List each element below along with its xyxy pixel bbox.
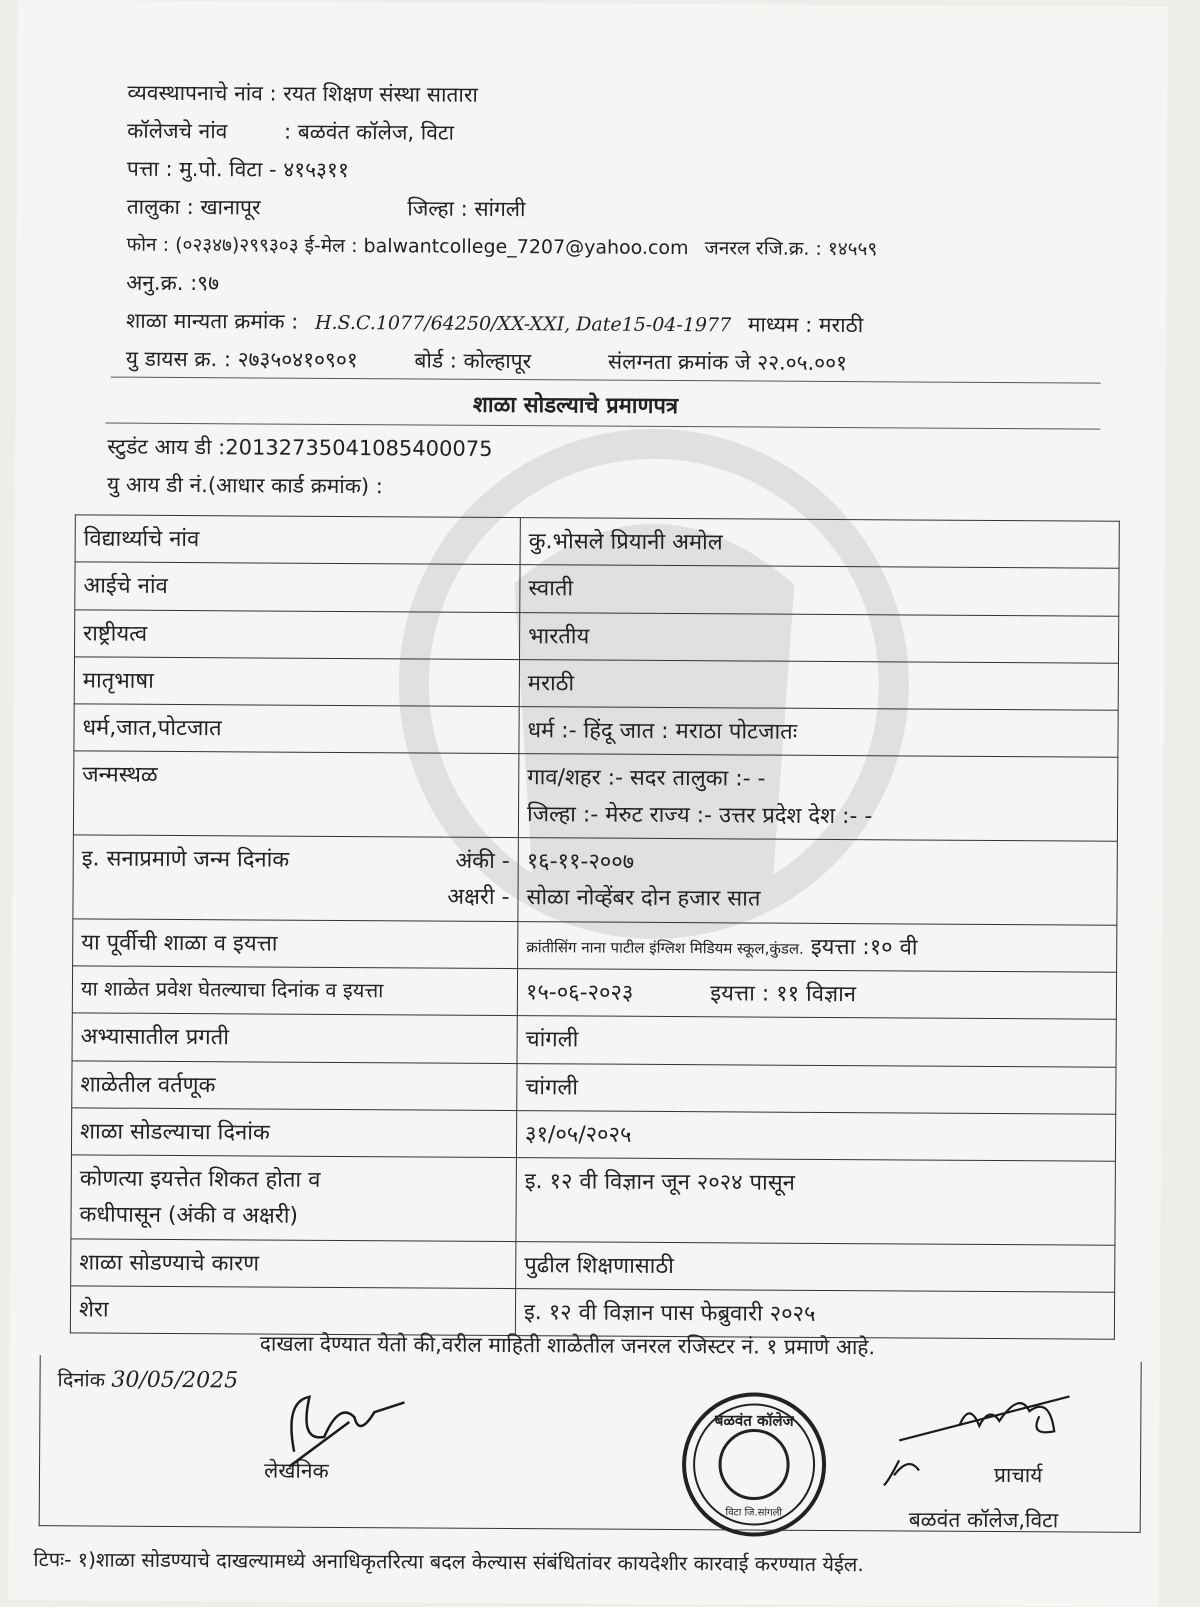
college-seal [679, 1389, 830, 1540]
district: जिल्हा : सांगली [407, 196, 526, 222]
recognition-label: शाळा मान्यता क्रमांक : [125, 308, 299, 334]
leaving-date: ३१/०५/२०२५ [516, 1110, 1115, 1161]
seal-bottom-text: विटा जि.सांगली [725, 1507, 783, 1519]
previous-standard: इयत्ता :१० वी [810, 934, 918, 961]
class-label-line1: कोणत्या इयत्तेत शिकत होता व [79, 1166, 321, 1194]
recognition-value: H.S.C.1077/64250/XX-XXI, Date15-04-1977 [314, 311, 732, 337]
dob-words-label: अक्षरी - [447, 885, 510, 911]
mother-name: स्वाती [520, 565, 1119, 616]
college-value: : बळवंत कॉलेज, विटा [283, 119, 455, 145]
dob-digits-label: अंकी - [455, 848, 510, 875]
admission-cell [517, 969, 1116, 1020]
table-row [71, 1155, 1115, 1245]
medium: माध्यम : मराठी [747, 312, 864, 338]
dob-label-cell [73, 835, 519, 921]
birth-place [518, 754, 1117, 841]
admission-standard: इयत्ता : ११ विज्ञान [710, 981, 857, 1008]
udise-line [126, 345, 857, 377]
table-row [75, 562, 1119, 616]
table-row [72, 1013, 1116, 1067]
row-label: धर्म,जात,पोटजात [74, 704, 519, 754]
principal-college: बळवंत कॉलेज,विटा [908, 1507, 1059, 1533]
nationality: भारतीय [519, 612, 1118, 663]
taluka-district-line [127, 193, 536, 223]
mother-tongue: मराठी [519, 659, 1118, 710]
principal-label: प्राचार्य [993, 1462, 1043, 1488]
board: बोर्ड : कोल्हापूर [414, 348, 532, 374]
student-id: स्टुडंट आय डी :20132735041085400075 [107, 434, 493, 461]
row-label: अभ्यासातील प्रगती [72, 1013, 517, 1063]
taluka: तालुका : खानापूर [126, 194, 261, 220]
address: पत्ता : मु.पो. विटा - ४१५३११ [126, 156, 349, 183]
table-row [74, 704, 1118, 758]
table-row [75, 515, 1119, 569]
student-name: कु.भोसले प्रियानी अमोल [520, 518, 1119, 569]
affiliation: संलग्नता क्रमांक जे २२.०५.००१ [607, 349, 848, 376]
student-details-table [70, 514, 1120, 1340]
class-since: इ. १२ वी विज्ञान जून २०२४ पासून [516, 1158, 1115, 1245]
dob-digits: १६-११-२००७ [526, 849, 635, 875]
college-name-line [127, 117, 464, 147]
table-row [72, 1060, 1116, 1114]
table-row [73, 835, 1117, 925]
row-label: शाळेतील वर्तणूक [72, 1060, 517, 1110]
dob-value-cell [518, 838, 1117, 925]
table-row [74, 657, 1118, 711]
row-label: शेरा [70, 1286, 515, 1336]
previous-school: क्रांतीसिंग नाना पाटील इंग्लिश मिडियम स्कूल,कुंडल. [526, 937, 804, 958]
uid-line: यु आय डी नं.(आधार कार्ड क्रमांक) : [106, 472, 383, 499]
table-row [72, 966, 1116, 1020]
row-label: या पूर्वीची शाळा व इयत्ता [73, 919, 518, 969]
birth-place-line1: गाव/शहर :- सदर तालुका :- - [527, 765, 766, 793]
college-label: कॉलेजचे नांव [127, 118, 228, 144]
seal-text: बळवंत कॉलेज [714, 1411, 794, 1430]
row-label: विद्यार्थ्याचे नांव [75, 515, 520, 565]
table-row [71, 1108, 1115, 1162]
management-name: व्यवस्थापनाचे नांव : रयत शिक्षण संस्था सातारा [127, 80, 478, 107]
row-label: मातृभाषा [74, 657, 519, 707]
header-divider [111, 377, 1101, 384]
serial-number: अनु.क्र. :९७ [126, 270, 220, 296]
issue-date [57, 1365, 238, 1393]
principal-signature [879, 1385, 1100, 1496]
class-label-line2: कधीपासून (अंकी व अक्षरी) [79, 1202, 299, 1230]
general-register: जनरल रजि.क्र. : १४५५९ [704, 237, 878, 261]
table-row [74, 609, 1118, 663]
previous-school-cell [518, 921, 1117, 972]
row-label: आईचे नांव [75, 562, 520, 612]
row-label: जन्मस्थळ [73, 751, 519, 837]
row-label: शाळा सोडल्याचा दिनांक [71, 1108, 516, 1158]
clerk-label: लेखनिक [263, 1458, 329, 1483]
phone-email-line [126, 231, 887, 262]
remark: इ. १२ वी विज्ञान पास फेब्रुवारी २०२५ [515, 1289, 1114, 1340]
udise: यु डायस क्र. : २७३५०४१०९०१ [125, 346, 358, 373]
conduct: चांगली [517, 1063, 1116, 1114]
phone-email: फोन : (०२३४७)२९९३०३ ई-मेल : balwantcollege_7207@yahoo.com [126, 233, 689, 260]
leaving-reason: पुढील शिक्षणासाठी [516, 1241, 1115, 1292]
date-handwritten: 30/05/2025 [111, 1367, 239, 1394]
progress: चांगली [517, 1016, 1116, 1067]
dob-words: सोळा नोव्हेंबर दोन हजार सात [526, 885, 761, 912]
row-label: शाळा सोडण्याचे कारण [71, 1239, 516, 1289]
dob-label: इ. सनाप्रमाणे जन्म दिनांक [81, 846, 290, 873]
birth-place-line2: जिल्हा :- मेरुट राज्य :- उत्तर प्रदेश देश :- - [526, 801, 873, 830]
declaration: दाखला देण्यात येतो की,वरील माहिती शाळेतील जनरल रजिस्टर नं. १ प्रमाणे आहे. [259, 1331, 876, 1360]
footer-note: टिपः- १)शाळा सोडण्याचे दाखल्यामध्ये अनाधिकृतरित्या बदल केल्यास संबंधितांवर कायदेशीर कारवाई करण्यात येईल. [33, 1547, 864, 1577]
table-row [73, 751, 1117, 841]
row-label: या शाळेत प्रवेश घेतल्याचा दिनांक व इयत्ता [72, 966, 517, 1016]
date-label: दिनांक [57, 1367, 106, 1392]
certificate-title: शाळा सोडल्याचे प्रमाणपत्र [472, 392, 679, 420]
row-label: राष्ट्रीयत्व [74, 609, 519, 659]
table-row [71, 1239, 1115, 1293]
admission-date: १५-०६-२०२३ [525, 980, 634, 1006]
recognition-line [126, 307, 873, 340]
certificate-paper [8, 0, 1168, 1607]
religion-caste: धर्म :- हिंदू जात : मराठा पोटजातः [519, 707, 1118, 758]
class-label-cell [71, 1155, 517, 1241]
table-row [73, 919, 1117, 973]
